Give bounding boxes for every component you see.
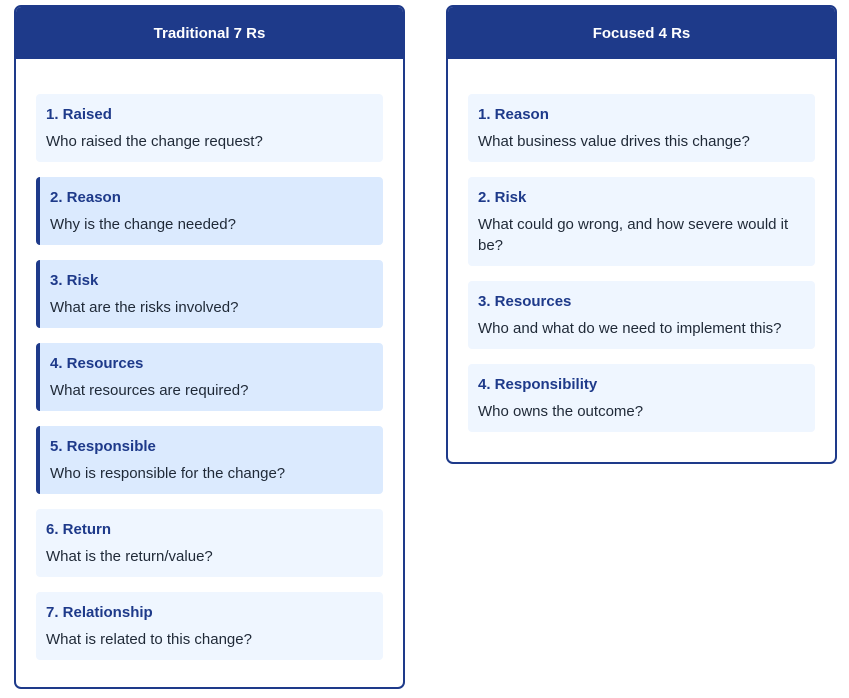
card-responsibility	[468, 364, 815, 432]
card-description: What could go wrong, and how severe would it be?	[478, 216, 789, 254]
traditional-7rs-panel	[14, 5, 405, 689]
panel-header: Traditional 7 Rs	[16, 7, 403, 59]
panel-header: Focused 4 Rs	[448, 7, 835, 59]
card-title: 1. Reason	[478, 106, 549, 123]
card-risk	[468, 177, 815, 266]
card-description: What resources are required?	[50, 382, 249, 399]
card-title: 4. Resources	[50, 355, 144, 372]
card-reason	[468, 94, 815, 162]
focused-4rs-panel	[446, 5, 837, 464]
card-description: What is related to this change?	[46, 631, 252, 648]
card-reason	[36, 177, 383, 245]
card-resources	[36, 343, 383, 411]
panel-body	[16, 59, 403, 660]
card-title: 5. Responsible	[50, 438, 156, 455]
card-description: What are the risks involved?	[50, 299, 239, 316]
card-title: 4. Responsibility	[478, 376, 598, 393]
card-description: What is the return/value?	[46, 548, 213, 565]
card-resources	[468, 281, 815, 349]
card-title: 1. Raised	[46, 106, 112, 123]
card-title: 3. Risk	[50, 272, 99, 289]
panel-body	[448, 59, 835, 432]
card-return	[36, 509, 383, 577]
card-title: 2. Risk	[478, 189, 527, 206]
card-risk	[36, 260, 383, 328]
card-description: Who raised the change request?	[46, 133, 263, 150]
card-raised	[36, 94, 383, 162]
card-description: Who and what do we need to implement this?	[478, 320, 782, 337]
card-description: What business value drives this change?	[478, 133, 750, 150]
card-title: 3. Resources	[478, 293, 572, 310]
card-description: Who owns the outcome?	[478, 403, 644, 420]
card-description: Who is responsible for the change?	[50, 465, 286, 482]
card-description: Why is the change needed?	[50, 216, 236, 233]
card-responsible	[36, 426, 383, 494]
card-title: 2. Reason	[50, 189, 121, 206]
card-title: 7. Relationship	[46, 604, 153, 621]
card-title: 6. Return	[46, 521, 112, 538]
card-relationship	[36, 592, 383, 660]
